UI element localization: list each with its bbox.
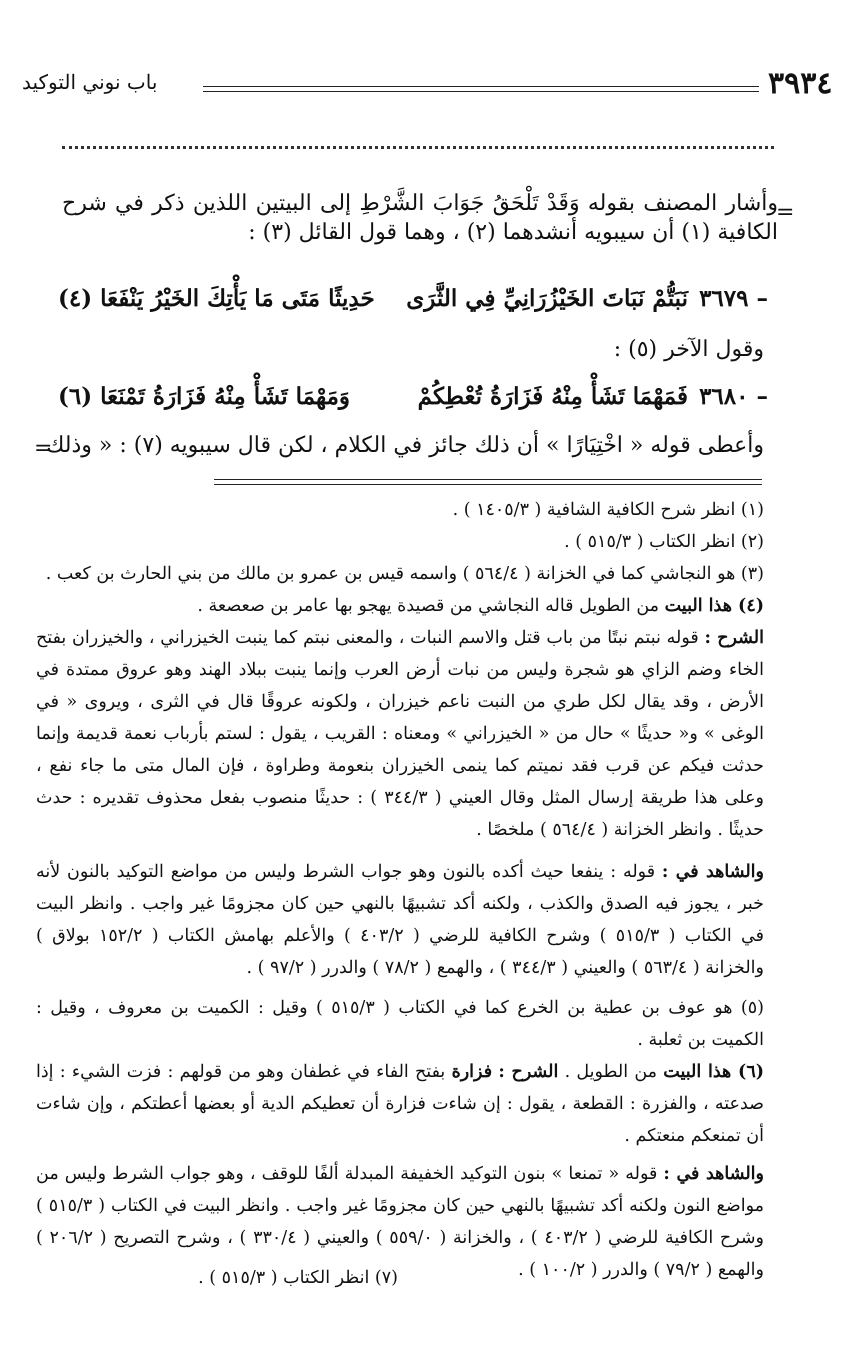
commentary-text: قوله نبتم نبتًا من باب قتل والاسم النبات ، والمعنى نبتم كما ينبت الخيزراني ، والخيزران بفتح الخاء وضم الزاي هو شجرة وليس من نبات أرض العرب وإنما ينبت ببلاد الهند وهو عروق ممتدة في الأرض ، وقد يقال لكل طري من النبت ناعم خيزران ، ولكونه عروقًا قال في الثرى ، ويروى « في الوغى » و« حديثًا » حال من « الخيزراني » ومعناه : القريب ، يقول : لستم بأرباب نعمة قديمة وإنما حدثت فيكم عن قرب فقد نميتم كما ينمى الخيزران بنعومة وطراوة ، فإن المال متى ما جاء نفع ، وعلى هذا طريقة إرسال المثل وقال العيني ( ٣٤٤/٣ ) : حديثًا منصوب بفعل محذوف تقديره : حدث حديثًا . وانظر الخزانة ( ٥٦٤/٤ ) ملخصًا . <box>36 628 764 840</box>
footnote-2: (٢) انظر الكتاب ( ٥١٥/٣ ) . <box>564 532 764 552</box>
footnote-4 <box>36 590 764 622</box>
evidence-label-2: والشاهد في : <box>663 1164 764 1184</box>
continuation-mark-right: = <box>776 200 795 225</box>
footnote-4-label: (٤) هذا البيت <box>664 596 764 616</box>
footnote-1: (١) انظر شرح الكافية الشافية ( ١٤٠٥/٣ ) . <box>452 500 764 520</box>
verse-2-second-hemistich: وَمَهْمَا تَشَأْ مِنْهُ فَزَارَةُ تَمْنَعَا (٦) <box>58 383 350 410</box>
footnote-4-commentary <box>36 622 764 846</box>
footnote-6-bold-word: فزارة <box>451 1062 493 1082</box>
footnote-3: (٣) هو النجاشي كما في الخزانة ( ٥٦٤/٤ ) واسمه قيس بن عمرو بن مالك من بني الحارث بن كعب . <box>45 564 764 584</box>
verse-2-first-hemistich: فَمَهْمَا تَشَأْ مِنْهُ فَزَارَةُ تُعْطِكُمْ <box>417 383 688 410</box>
footnote-6 <box>36 1056 764 1152</box>
footnote-6-mid: من الطويل . <box>564 1062 658 1082</box>
evidence-label-1: والشاهد في : <box>661 862 764 882</box>
footnote-7: (٧) انظر الكتاب ( ٥١٥/٣ ) . <box>198 1268 398 1288</box>
verse-1-first-hemistich: نَبَتُّمْ نَبَاتَ الخَيْزُرَانِيِّ فِي الثَّرَى <box>406 285 688 312</box>
main-paragraph-2: وأعطى قوله « اخْتِيَارًا » أن ذلك جائز في الكلام ، لكن قال سيبويه (٧) : « وذلك <box>46 433 764 458</box>
evidence-text-1: قوله : ينفعا حيث أكده بالنون وهو جواب الشرط وليس من مواضع التوكيد بالنون لأنه خبر ، يجوز فيه الصدق والكذب ، ولكنه أكد تشبيهًا بالنهي حين كان مجزومًا غير واجب . وانظر البيت في الكتاب ( ٥١٥/٣ ) وشرح الكافية للرضي ( ٤٠٣/٢ ) والأعلم بهامش الكتاب ( ١٥٢/٢ بولاق ) والخزانة ( ٥٦٣/٤ ) والعيني ( ٣٤٤/٣ ) ، والهمع ( ٧٨/٢ ) والدرر ( ٩٧/٢ ) . <box>36 862 765 978</box>
verse-1-number: ٣٦٧٩ – <box>699 285 768 312</box>
continuation-mark-left: = <box>34 436 53 461</box>
main-paragraph-1: وأشار المصنف بقوله وَقَدْ تَلْحَقُ جَوَابَ الشَّرْطِ إلى البيتين اللذين ذكر في شرح الكافية (١) أن سيبويه أنشدهما (٢) ، وهما قول القائل (٣) : <box>62 191 778 245</box>
running-title: باب نوني التوكيد <box>22 70 158 94</box>
footnote-4-text: من الطويل قاله النجاشي من قصيدة يهجو بها عامر بن صعصعة . <box>197 596 660 616</box>
dotted-separator <box>62 146 774 149</box>
footnote-4-evidence <box>36 856 764 984</box>
footnote-6-text: بفتح الفاء في غطفان وهو من قولهم : فزت الشيء : إذا صدعته ، والفزرة : القطعة ، يقول : إن شاءت فزارة أن تعطيكم الدية أو بعضها أعطتكم ، وإن شاءت أن تمنعكم منعتكم . <box>36 1062 764 1146</box>
verse-2-intro: وقول الآخر (٥) : <box>613 337 764 362</box>
header-rule <box>203 86 759 92</box>
footnote-6-label: (٦) هذا البيت <box>663 1062 764 1082</box>
verse-1-second-hemistich: حَدِيثًا مَتَى مَا يَأْتِكَ الخَيْرُ يَنْفَعَا (٤) <box>58 285 375 312</box>
commentary-label: الشرح : <box>704 628 764 648</box>
page-number: ٣٩٣٤ <box>768 66 833 101</box>
verse-2-number: ٣٦٨٠ – <box>699 383 768 410</box>
evidence-text-2: قوله « تمنعا » بنون التوكيد الخفيفة المبدلة ألفًا للوقف ، وهو جواب الشرط وليس من مواضع النون ولكنه أكد تشبيهًا بالنهي حين كان مجزومًا غير واجب . وانظر البيت في الكتاب ( ٥١٥/٣ ) وشرح الكافية للرضي ( ٤٠٣/٢ ) ، والخزانة ( ٥٥٩/٠ ) والعيني ( ٣٣٠/٤ ) ، وشرح التصريح ( ٢٠٦/٢ ) والهمع ( ٧٩/٢ ) والدرر ( ١٠٠/٢ ) . <box>36 1164 765 1280</box>
footnote-separator <box>214 479 762 485</box>
footnote-6-evidence <box>36 1158 764 1286</box>
footnote-6-commentary-label: الشرح : <box>498 1062 559 1082</box>
footnote-5: (٥) هو عوف بن عطية بن الخرع كما في الكتاب ( ٥١٥/٣ ) وقيل : الكميت بن معروف ، وقيل : الكميت بن ثعلبة . <box>36 998 764 1050</box>
